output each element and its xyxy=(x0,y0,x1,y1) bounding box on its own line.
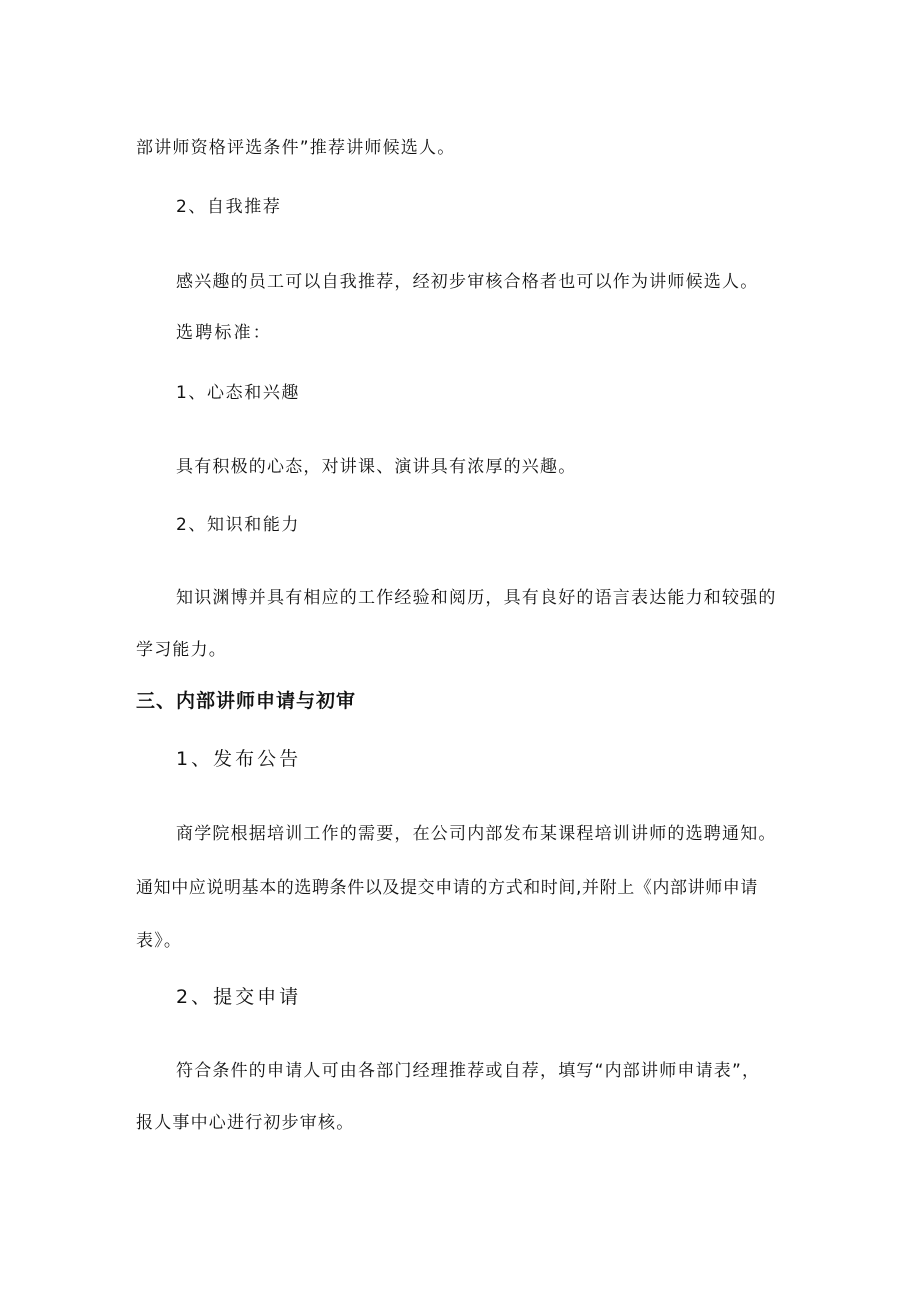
section-heading-application: 三、内部讲师申请与初审 xyxy=(136,690,357,712)
subheading-self-recommend: 2、自我推荐 xyxy=(176,197,282,217)
paragraph-attitude-interest: 具有积极的心态，对讲课、演讲具有浓厚的兴趣。 xyxy=(176,457,577,477)
paragraph-submit-application-cont: 报人事中心进行初步审核。 xyxy=(136,1113,355,1133)
subheading-announcement: 1、发布公告 xyxy=(176,748,302,770)
subheading-knowledge-ability: 2、知识和能力 xyxy=(176,515,301,535)
subheading-attitude-interest: 1、心态和兴趣 xyxy=(176,383,301,403)
paragraph-announcement-cont: 通知中应说明基本的选聘条件以及提交申请的方式和时间,并附上《内部讲师申请 xyxy=(136,878,759,898)
paragraph-knowledge-ability-cont: 学习能力。 xyxy=(136,640,227,660)
paragraph-self-recommend: 感兴趣的员工可以自我推荐，经初步审核合格者也可以作为讲师候选人。 xyxy=(176,272,759,292)
paragraph-continuation: 部讲师资格评选条件”推荐讲师候选人。 xyxy=(136,138,456,158)
paragraph-announcement: 商学院根据培训工作的需要，在公司内部发布某课程培训讲师的选聘通知。 xyxy=(176,824,777,844)
paragraph-announcement-end: 表》。 xyxy=(136,931,183,951)
label-selection-criteria: 选聘标准： xyxy=(176,323,272,343)
paragraph-submit-application: 符合条件的申请人可由各部门经理推荐或自荐，填写“内部讲师申请表”， xyxy=(176,1061,761,1081)
subheading-submit-application: 2、提交申请 xyxy=(176,986,302,1008)
paragraph-knowledge-ability: 知识渊博并具有相应的工作经验和阅历，具有良好的语言表达能力和较强的 xyxy=(176,588,777,608)
